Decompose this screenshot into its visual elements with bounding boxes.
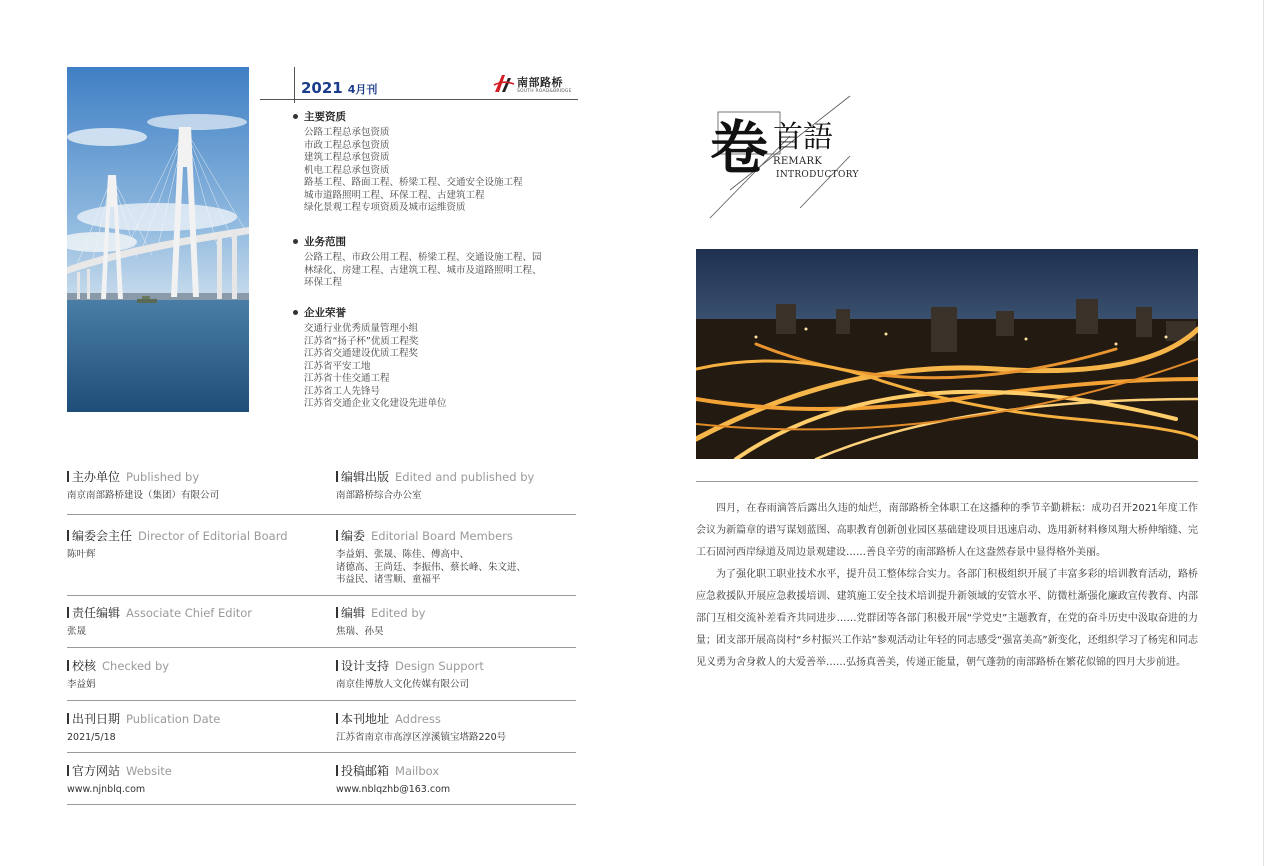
section-lines: 公路工程、市政公用工程、桥梁工程、交通设施工程、园 林绿化、房建工程、古建筑工程、城市及道路照明工程、 环保工程: [304, 252, 542, 288]
header-divider: [260, 99, 578, 100]
title-en-line1: REMARK: [773, 156, 823, 167]
paragraph: 为了强化职工职业技术水平，提升员工整体综合实力。各部门积极组织开展了丰富多彩的培训教育活动，路桥应急救援队开展应急救援培训、建筑施工安全技术培训提升新领域的安管水平、防微杜渐强化廉政宣传教育、内部部门互相交流补差看齐共同进步……党群团等各部门积极开展“学党史”主题教育，在党的奋斗历史中汲取奋进的力量；团支部开展高岗村“乡村振兴工作站”参观活动让年轻的同志感受“强富美高”新变化，还组织学习了杨宪和同志见义勇为舍身救人的大爱善举……弘扬真善美，传递正能量，朝气蓬勃的南部路桥在繁花似锦的四月大步前进。: [696, 569, 1198, 668]
section-title: 业务范围: [304, 235, 582, 249]
section-title: 企业荣誉: [304, 306, 582, 320]
row-separator: [67, 700, 576, 701]
header-divider-vertical: [294, 67, 295, 103]
title-characters: 首語: [773, 120, 833, 155]
masthead-publisher: 主办单位 Published by 南京南部路桥建设（集团）有限公司: [67, 470, 220, 501]
issue-month: 4月刊: [347, 83, 378, 96]
masthead-board-director: 编委会主任 Director of Editorial Board 陈叶辉: [67, 529, 288, 560]
content-divider: [696, 481, 1198, 482]
section-lines: 公路工程总承包资质 市政工程总承包资质 建筑工程总承包资质 机电工程总承包资质 路基工程、路面工程、桥梁工程、交通安全设施工程 城市道路照明工程、环保工程、古建筑工程 绿化景观工程专项资质及城市运维资质: [304, 127, 523, 213]
interchange-night-photo: [696, 249, 1198, 459]
row-separator: [67, 595, 576, 596]
masthead-design-support: 设计支持 Design Support 南京佳博敖人文化传媒有限公司: [336, 659, 484, 690]
page-edge: [1263, 0, 1264, 866]
editorial-body: [696, 498, 1198, 674]
row-separator: [67, 514, 576, 515]
bullet-icon: [293, 239, 298, 244]
row-separator: [67, 804, 576, 805]
masthead-website: 官方网站 Website www.njnblq.com: [67, 764, 317, 797]
column-title: [700, 90, 875, 225]
bullet-icon: [293, 310, 298, 315]
masthead-board-members: 编委 Editorial Board Members 李益娟、张晟、陈佳、傅高中、 诸德高、王尚廷、李振伟、蔡长峰、朱文进、 韦益民、诸雪顺、童福平: [336, 529, 527, 585]
masthead-publication-date: 出刊日期 Publication Date 2021/5/18: [67, 712, 221, 743]
row-separator: [67, 752, 576, 753]
row-separator: [67, 647, 576, 648]
logo-mark-icon: [493, 72, 515, 94]
title-en-line2: INTRODUCTORY: [776, 170, 859, 180]
section-honors: [292, 306, 582, 411]
website-link[interactable]: www.njnblq.com: [67, 784, 146, 795]
bullet-icon: [293, 114, 298, 119]
issue-label: [301, 78, 377, 97]
issue-year: 2021: [301, 79, 343, 97]
masthead-editor-publisher: 编辑出版 Edited and published by 南部路桥综合办公室: [336, 470, 535, 501]
mailbox-link[interactable]: www.nblqzhb@163.com: [336, 784, 451, 795]
masthead-mailbox: 投稿邮箱 Mailbox www.nblqzhb@163.com: [336, 764, 586, 797]
bridge-photo: [67, 67, 249, 412]
section-qualifications: [292, 110, 582, 215]
section-business-scope: [292, 235, 582, 290]
masthead-address: 本刊地址 Address 江苏省南京市高淳区淳溪镇宝塔路220号: [336, 712, 507, 743]
company-logo: [493, 72, 579, 98]
masthead-checked-by: 校核 Checked by 李益娟: [67, 659, 170, 690]
title-large-character: 卷: [710, 114, 769, 182]
section-lines: 交通行业优秀质量管理小组 江苏省“扬子杯”优质工程奖 江苏省交通建设优质工程奖 江苏省平安工地 江苏省十佳交通工程 江苏省工人先锋号 江苏省交通企业文化建设先进单位: [304, 323, 447, 409]
logo-text: 南部路桥: [517, 76, 563, 89]
section-title: 主要资质: [304, 110, 582, 124]
paragraph: 四月，在春雨滴答后露出久违的灿烂，南部路桥全体职工在这播种的季节辛勤耕耘：成功召开2021年度工作会议为新篇章的谱写谋划蓝图、高职教育创新创业园区基础建设项目迅速启动、选用新材料修凤翔大桥伸缩缝、完工石固河西岸绿道及周边景观建设……善良辛劳的南部路桥人在这盎然春景中显得格外美丽。: [696, 503, 1198, 558]
masthead-associate-editor: 责任编辑 Associate Chief Editor 张晟: [67, 606, 253, 637]
masthead-edited-by: 编辑 Edited by 焦瑞、孙昊: [336, 606, 426, 637]
logo-subtext: SOUTH ROAD&BRIDGE: [517, 89, 572, 94]
